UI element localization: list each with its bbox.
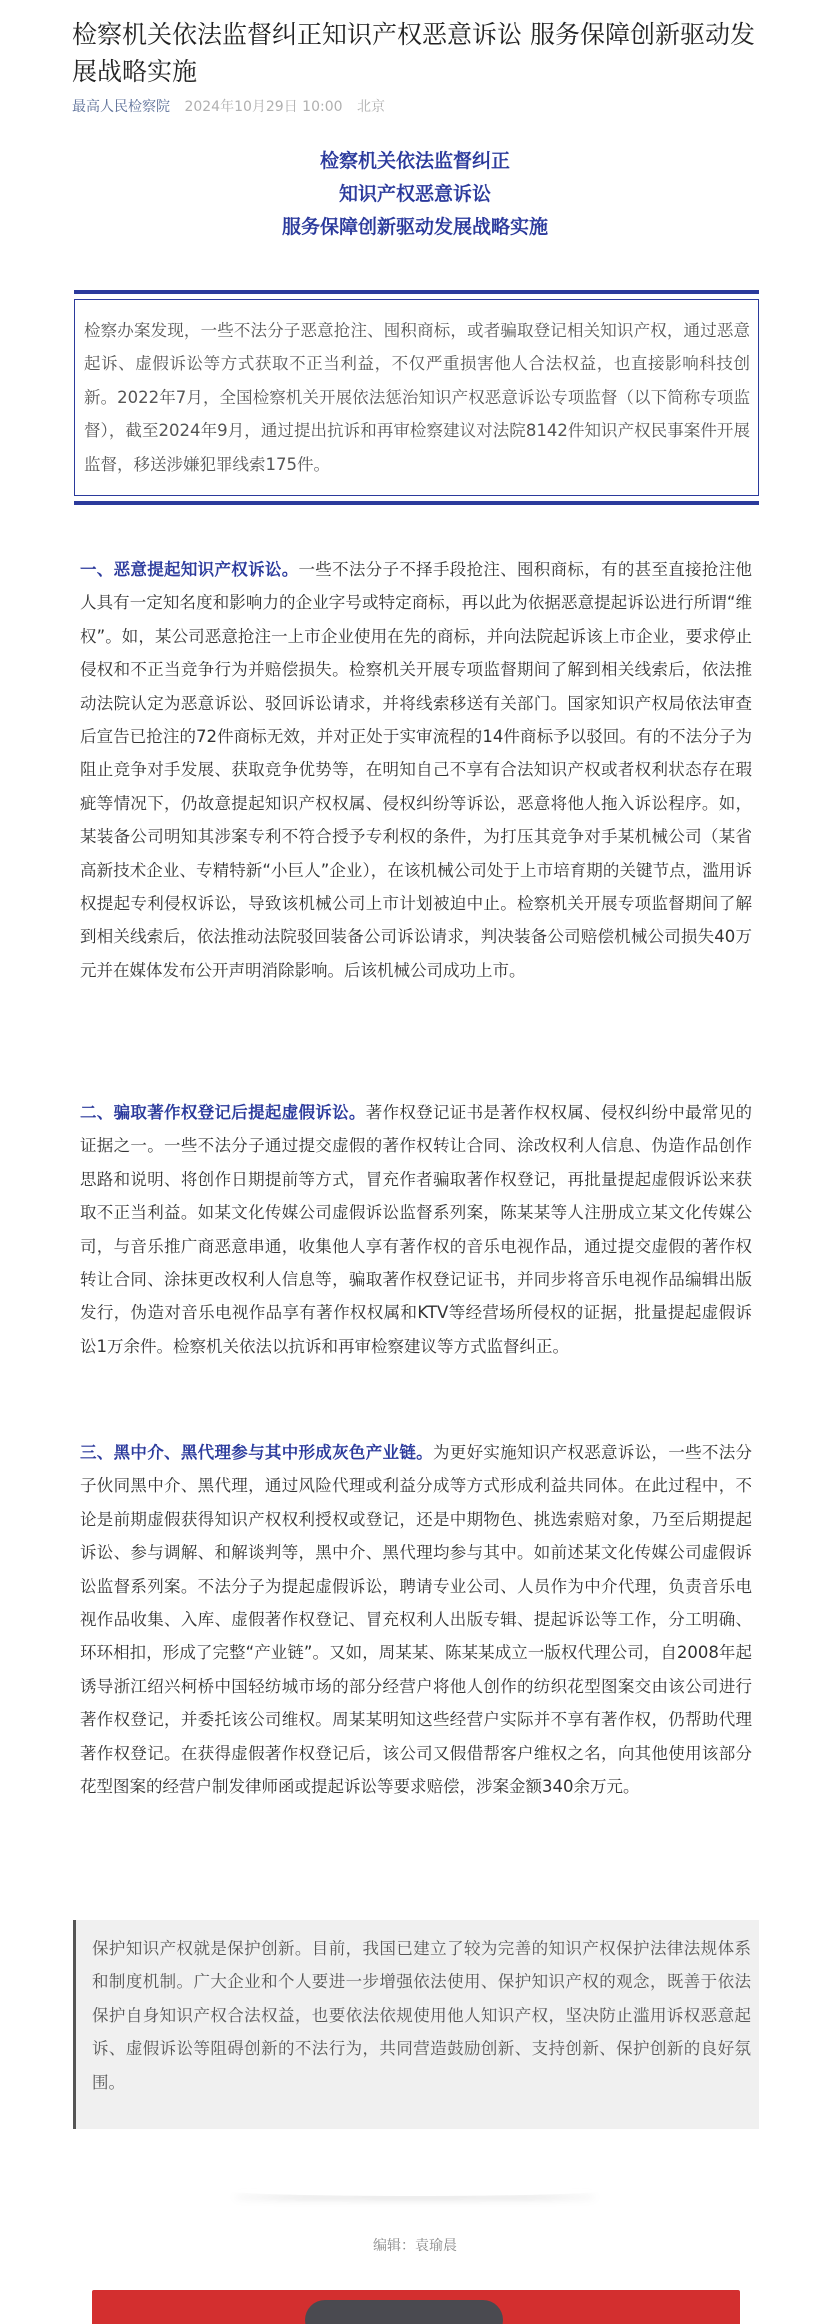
account-name-link[interactable]: 最高人民检察院 xyxy=(72,99,170,115)
article-title: 检察机关依法监督纠正知识产权恶意诉讼 服务保障创新驱动发展战略实施 xyxy=(72,20,755,86)
headline-line: 检察机关依法监督纠正 xyxy=(319,150,510,172)
section-body: 一些不法分子不择手段抢注、囤积商标，有的甚至直接抢注他人具有一定知名度和影响力的企业字号或特定商标，再以此为依据恶意提起诉讼进行所谓“维权”。如，某公司恶意抢注一上市企业使用在先的商标，并向法院起诉该上市企业，要求停止侵权和不正当竞争行为并赔偿损失。检察机关开展专项监督期间了解到相关线索后，依法推动法院认定为恶意诉讼、驳回诉讼请求，并将线索移送有关部门。国家知识产权局依法审查后宣告已抢注的72件商标无效，并对正处于实审流程的14件商标予以驳回。有的不法分子为阻止竞争对手发展、获取竞争优势等，在明知自己不享有合法知识产权或者权利状态存在瑕疵等情况下，仍故意提起知识产权权属、侵权纠纷等诉讼，恶意将他人拖入诉讼程序。如，某装备公司明知其涉案专利不符合授予专利权的条件，为打压其竞争对手某机械公司（某省高新技术企业、专精特新“小巨人”企业），在该机械公司处于上市培育期的关键节点，滥用诉权提起专利侵权诉讼，导致该机械公司上市计划被迫中止。检察机关开展专项监督期间了解到相关线索后，依法推动法院驳回装备公司诉讼请求，判决装备公司赔偿机械公司损失40万元并在媒体发布公开声明消除影响。后该机械公司成功上市。 xyxy=(80,560,753,980)
divider xyxy=(230,2186,600,2196)
section-malicious-litigation xyxy=(80,553,752,987)
editor-credit: 编辑：袁瑜晨 xyxy=(373,2238,457,2254)
publish-date: 2024年10月29日 10:00 xyxy=(184,99,343,115)
headline-line: 服务保障创新驱动发展战略实施 xyxy=(281,216,548,238)
summary-box xyxy=(74,290,759,505)
section-heading: 二、骗取著作权登记后提起虚假诉讼。 xyxy=(80,1103,366,1122)
headline-line: 知识产权恶意诉讼 xyxy=(338,183,491,205)
section-heading: 一、恶意提起知识产权诉讼。 xyxy=(80,560,299,579)
section-heading: 三、黑中介、黑代理参与其中形成灰色产业链。 xyxy=(80,1443,433,1462)
publish-location: 北京 xyxy=(356,99,385,115)
banner-pill-button[interactable] xyxy=(305,2300,503,2324)
section-body: 为更好实施知识产权恶意诉讼，一些不法分子伙同黑中介、黑代理，通过风险代理或利益分成等方式形成利益共同体。在此过程中，不论是前期虚假获得知识产权权利授权或登记，还是中期物色、挑选索赔对象，乃至后期提起诉讼、参与调解、和解谈判等，黑中介、黑代理均参与其中。如前述某文化传媒公司虚假诉讼监督系列案。不法分子为提起虚假诉讼，聘请专业公司、人员作为中介代理，负责音乐电视作品收集、入库、虚假著作权登记、冒充权利人出版专辑、提起诉讼等工作，分工明确、环环相扣，形成了完整“产业链”。又如，周某某、陈某某成立一版权代理公司，自2008年起诱导浙江绍兴柯桥中国轻纺城市场的部分经营户将他人创作的纺织花型图案交由该公司进行著作权登记，并委托该公司维权。周某某明知这些经营户实际并不享有著作权，仍帮助代理著作权登记。在获得虚假著作权登记后，该公司又假借帮客户维权之名，向其他使用该部分花型图案的经营户制发律师函或提起诉讼等要求赔偿，涉案金额340余万元。 xyxy=(80,1443,753,1797)
summary-text: 检察办案发现，一些不法分子恶意抢注、囤积商标，或者骗取登记相关知识产权，通过恶意起诉、虚假诉讼等方式获取不正当利益，不仅严重损害他人合法权益，也直接影响科技创新。2022年7月，全国检察机关开展依法惩治知识产权恶意诉讼专项监督（以下简称专项监督），截至2024年9月，通过提出抗诉和再审检察建议对法院8142件知识产权民事案件开展监督，移送涉嫌犯罪线索175件。 xyxy=(74,299,759,496)
section-gray-industry-chain xyxy=(80,1436,752,1803)
section-body: 著作权登记证书是著作权权属、侵权纠纷中最常见的证据之一。一些不法分子通过提交虚假的著作权转让合同、涂改权利人信息、伪造作品创作思路和说明、将创作日期提前等方式，冒充作者骗取著作权登记，再批量提起虚假诉讼来获取不正当利益。如某文化传媒公司虚假诉讼监督系列案，陈某某等人注册成立某文化传媒公司，与音乐推广商恶意串通，收集他人享有著作权的音乐电视作品，通过提交虚假的著作权转让合同、涂抹更改权利人信息等，骗取著作权登记证书，并同步将音乐电视作品编辑出版发行，伪造对音乐电视作品享有著作权权属和KTV等经营场所侵权的证据，批量提起虚假诉讼1万余件。检察机关依法以抗诉和再审检察建议等方式监督纠正。 xyxy=(80,1103,753,1356)
section-false-copyright-litigation xyxy=(80,1096,752,1363)
closing-quote: 保护知识产权就是保护创新。目前，我国已建立了较为完善的知识产权保护法律法规体系和制度机制。广大企业和个人要进一步增强依法使用、保护知识产权的观念，既善于依法保护自身知识产权合法权益，也要依法依规使用他人知识产权，坚决防止滥用诉权恶意起诉、虚假诉讼等阻碍创新的不法行为，共同营造鼓励创新、支持创新、保护创新的良好氛围。 xyxy=(73,1920,759,2129)
headline xyxy=(72,145,758,244)
article-meta xyxy=(72,97,385,117)
